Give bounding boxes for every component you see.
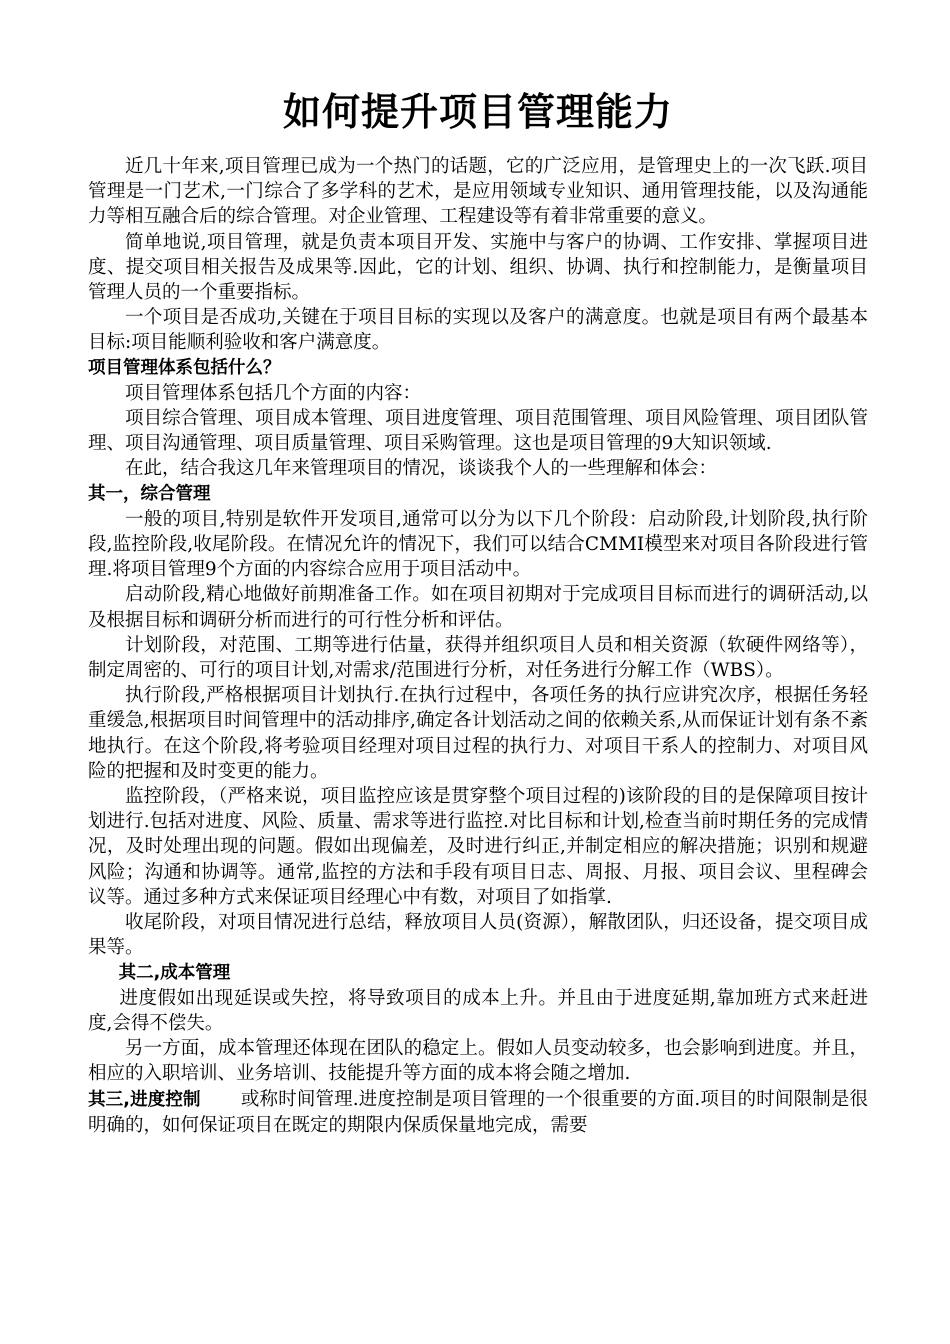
section-heading-integration: 其一，综合管理 [88,483,211,504]
integration-paragraph-2: 启动阶段,精心地做好前期准备工作。如在项目初期对于完成项目目标而进行的调研活动,以及根据目标和调研分析而进行的可行性分析和评估。 [88,584,868,631]
document-title: 如何提升项目管理能力 [282,90,673,134]
integration-paragraph-3: 计划阶段，对范围、工期等进行估量，获得并组织项目人员和相关资源（软硬件网络等），制定周密的、可行的项目计划,对需求/范围进行分析，对任务进行分解工作（WBS）。 [88,634,868,682]
system-paragraph-1: 项目管理体系包括几个方面的内容： [125,382,422,404]
intro-paragraph-3: 一个项目是否成功,关键在于项目目标的实现以及客户的满意度。也就是项目有两个最基本目标:项目能顺利验收和客户满意度。 [88,307,868,354]
schedule-paragraph [88,1087,868,1138]
cost-paragraph-1: 进度假如出现延误或失控，将导致项目的成本上升。并且由于进度延期,靠加班方式来赶进度,会得不偿失。 [88,987,868,1034]
section-heading-cost: 其二,成本管理 [118,962,231,983]
section-heading-schedule: 其三,进度控制 [88,1089,201,1110]
intro-paragraph-1: 近几十年来,项目管理已成为一个热门的话题，它的广泛应用，是管理史上的一次飞跃.项目管理是一门艺术,一门综合了多学科的艺术，是应用领域专业知识、通用管理技能，以及沟通能力等相互融合后的综合管理。对企业管理、工程建设等有着非常重要的意义。 [88,156,868,228]
cost-paragraph-2: 另一方面，成本管理还体现在团队的稳定上。假如人员变动较多，也会影响到进度。并且，相应的入职培训、业务培训、技能提升等方面的成本将会随之增加. [88,1038,868,1085]
integration-paragraph-4: 执行阶段,严格根据项目计划执行.在执行过程中，各项任务的执行应讲究次序，根据任务轻重缓急,根据项目时间管理中的活动排序,确定各计划活动之间的依赖关系,从而保证计划有条不紊地执行。在这个阶段,将考验项目经理对项目过程的执行力、对项目干系人的控制力、对项目风险的把握和及时变更的能力。 [88,685,868,782]
schedule-text: 或称时间管理.进度控制是项目管理的一个很重要的方面.项目的时间限制是很明确的，如何保证项目在既定的期限内保质保量地完成，需要 [88,1088,869,1136]
intro-paragraph-2: 简单地说,项目管理，就是负责本项目开发、实施中与客户的协调、工作安排、掌握项目进度、提交项目相关报告及成果等.因此，它的计划、组织、协调、执行和控制能力，是衡量项目管理人员的一个重要指标。 [88,231,868,304]
document-page [88,82,868,1138]
section-heading-system: 项目管理体系包括什么？ [88,357,281,378]
system-paragraph-3: 在此，结合我这几年来管理项目的情况，谈谈我个人的一些理解和体会： [125,458,718,480]
integration-paragraph-6: 收尾阶段，对项目情况进行总结，释放项目人员(资源），解散团队，归还设备，提交项目成果等。 [88,912,868,959]
system-paragraph-2: 项目综合管理、项目成本管理、项目进度管理、项目范围管理、项目风险管理、项目团队管理、项目沟通管理、项目质量管理、项目采购管理。这也是项目管理的9大知识领域. [88,408,868,455]
integration-paragraph-1: 一般的项目,特别是软件开发项目,通常可以分为以下几个阶段：启动阶段,计划阶段,执行阶段,监控阶段,收尾阶段。在情况允许的情况下，我们可以结合CMMI模型来对项目各阶段进行管理.将项目管理9个方面的内容综合应用于项目活动中。 [88,508,868,581]
integration-paragraph-5: 监控阶段，（严格来说，项目监控应该是贯穿整个项目过程的)该阶段的目的是保障项目按计划进行.包括对进度、风险、质量、需求等进行监控.对比目标和计划,检查当前时期任务的完成情况，及时处理出现的问题。假如出现偏差，及时进行纠正,并制定相应的解决措施；识别和规避风险；沟通和协调等。通常,监控的方法和手段有项目日志、周报、月报、项目会议、里程碑会议等。通过多种方式来保证项目经理心中有数，对项目了如指掌. [88,786,868,908]
